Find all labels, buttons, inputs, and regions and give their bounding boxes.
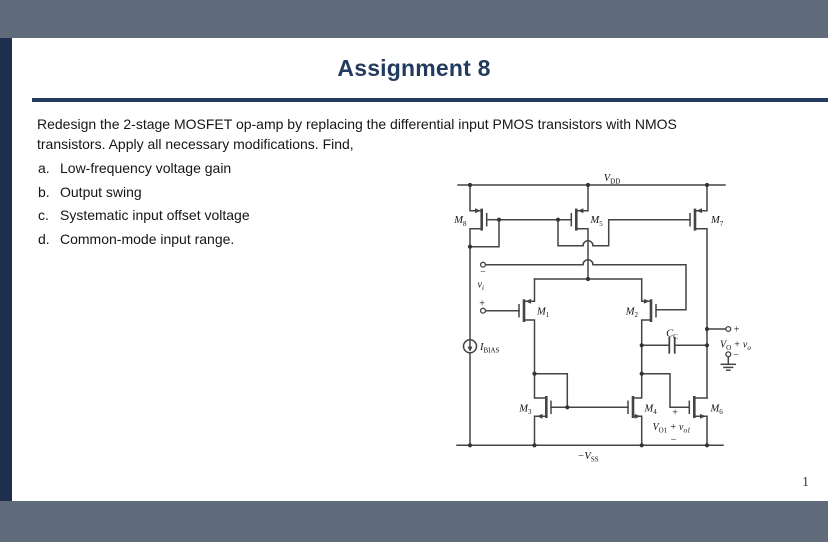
label-vi: $v_i$ [477, 279, 484, 293]
list-item [38, 183, 250, 207]
label-m6: $M_6$ [710, 403, 723, 416]
output-plus-sign: + [733, 324, 740, 336]
question-list [38, 159, 250, 253]
label-m1: $M_1$ [537, 306, 550, 320]
label-m8: $M_8$ [454, 215, 467, 228]
transistor-m6 [689, 397, 707, 445]
ibias-current-source [464, 247, 477, 446]
list-marker: c. [38, 207, 49, 223]
list-text: Low-frequency voltage gain [60, 160, 232, 176]
body-line-1: Redesign the 2-stage MOSFET op-amp by replacing the differential input PMOS transistors with NMOS [37, 116, 677, 132]
transistor-m2 [633, 279, 656, 398]
vo1-minus-sign: − [670, 434, 677, 446]
list-text: Common-mode input range. [60, 230, 235, 247]
label-m2: $M_2$ [625, 306, 638, 320]
label-vdd: $V_{DD}$ [603, 173, 621, 186]
m6-gate-wire [642, 374, 690, 408]
left-accent-bar [0, 38, 12, 501]
label-m3: $M_3$ [519, 403, 532, 416]
input-minus-wire [485, 260, 686, 310]
gate-bias-jog [558, 220, 690, 246]
label-vo1: $V_{O1} + v_{o1}$ [652, 421, 691, 435]
label-cc: $C_C$ [666, 328, 678, 342]
label-m4: $M_4$ [644, 403, 657, 416]
label-vout: $V_O + v_o$ [720, 339, 751, 353]
input-plus-sign: + [478, 298, 486, 310]
list-marker: b. [38, 183, 50, 200]
vo1-plus-sign: + [671, 407, 679, 419]
transistor-m4 [628, 397, 642, 445]
title-rule [32, 98, 828, 102]
transistor-m1 [519, 279, 546, 398]
bottom-band [0, 501, 828, 542]
list-marker: d. [38, 230, 50, 247]
output-plus-terminal [726, 327, 731, 332]
transistor-m3 [535, 374, 629, 446]
list-item [38, 206, 250, 230]
opamp-schematic [440, 165, 780, 465]
list-text: Systematic input offset voltage [60, 207, 250, 223]
label-m7: $M_7$ [711, 215, 724, 228]
transistor-m8 [470, 185, 499, 247]
output-minus-sign: − [732, 349, 740, 361]
list-item [38, 159, 250, 183]
transistor-m7 [690, 185, 707, 398]
output-minus-terminal [726, 352, 731, 357]
label-ibias: $I_{BIAS}$ [480, 342, 500, 355]
list-text: Output swing [60, 183, 142, 200]
input-minus-sign: − [479, 266, 487, 278]
top-band [0, 0, 828, 38]
list-item [38, 230, 250, 254]
list-marker: a. [38, 160, 50, 176]
body-line-2: transistors. Apply all necessary modifications. Find, [37, 135, 354, 152]
label-vss: $-V_{SS}$ [577, 450, 599, 464]
page-number: 1 [802, 475, 809, 490]
body-paragraph [37, 115, 797, 154]
page-title: Assignment 8 [337, 54, 491, 81]
label-m5: $M_5$ [590, 215, 603, 228]
